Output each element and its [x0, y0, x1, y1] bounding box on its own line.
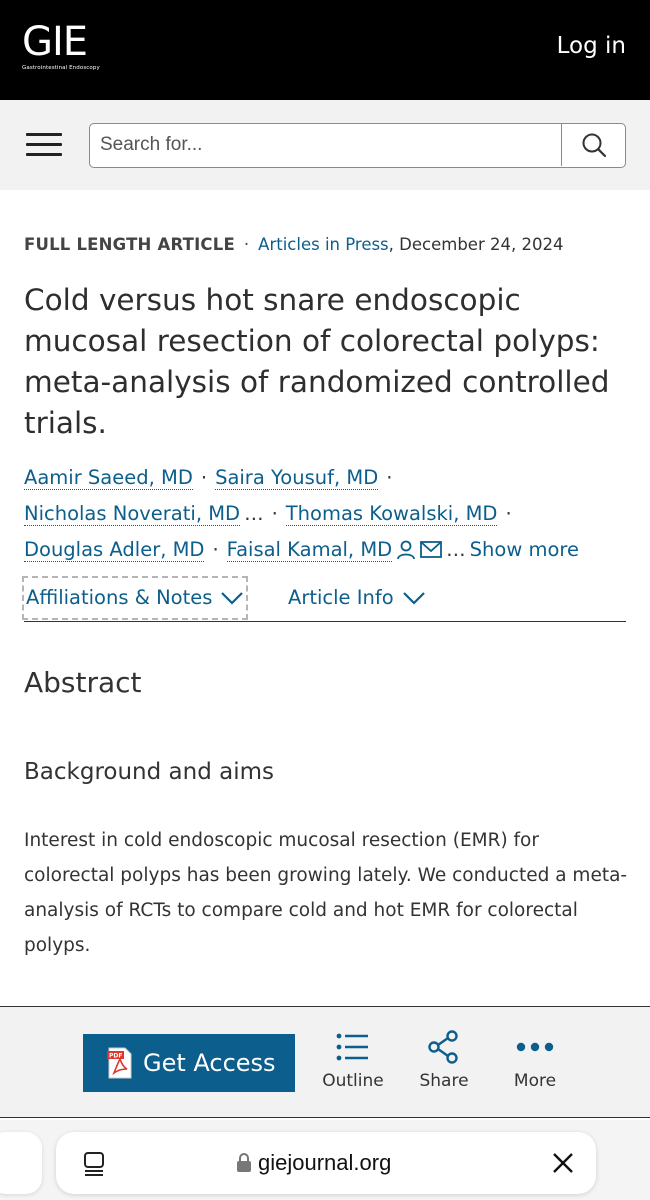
article-meta: [24, 233, 563, 257]
url-display: [236, 1150, 391, 1176]
author-link[interactable]: Nicholas Noverati, MD: [24, 501, 241, 525]
author-ellipsis: …: [244, 502, 264, 525]
url-text: giejournal.org: [258, 1150, 392, 1175]
top-header: [0, 0, 650, 100]
abstract-heading: Abstract: [24, 666, 142, 699]
author-row: Douglas Adler, MD · Faisal Kamal, MD … Show more: [24, 532, 634, 568]
tab-article-info[interactable]: [288, 576, 426, 620]
email-icon[interactable]: [420, 541, 442, 559]
browser-toolbar: [0, 1120, 650, 1200]
author-link[interactable]: Aamir Saeed, MD: [24, 465, 193, 489]
author-link[interactable]: Thomas Kowalski, MD: [285, 501, 498, 525]
outline-icon: [336, 1032, 370, 1062]
lock-icon: [236, 1153, 252, 1173]
more-label: More: [513, 1071, 557, 1091]
chevron-down-icon: [402, 591, 426, 605]
get-access-label: Get Access: [143, 1049, 276, 1077]
author-link[interactable]: Saira Yousuf, MD: [215, 465, 379, 489]
share-icon: [428, 1030, 460, 1064]
article-date: , December 24, 2024: [388, 235, 564, 254]
outline-label: Outline: [322, 1071, 384, 1091]
search-box: [89, 123, 626, 168]
get-access-button[interactable]: [83, 1034, 295, 1092]
share-button[interactable]: [404, 1029, 484, 1091]
article-tabs: [24, 576, 626, 622]
share-label: Share: [419, 1071, 469, 1091]
chevron-down-icon: [220, 591, 244, 605]
search-input[interactable]: [100, 124, 560, 166]
page-menu-icon[interactable]: [82, 1151, 108, 1181]
author-row: Nicholas Noverati, MD … · Thomas Kowalski, MD ·: [24, 496, 634, 532]
background-heading: Background and aims: [24, 759, 274, 785]
search-button[interactable]: [561, 124, 625, 166]
more-button[interactable]: [495, 1029, 575, 1091]
tab-article-info-label: Article Info: [288, 586, 394, 609]
action-bar: [0, 1006, 650, 1118]
outline-button[interactable]: [313, 1029, 393, 1091]
search-row: [0, 100, 650, 190]
person-icon: [396, 539, 416, 561]
more-authors-ellipsis: …: [446, 538, 466, 561]
show-more-link[interactable]: Show more: [469, 538, 579, 561]
author-list: [24, 460, 634, 568]
article-title: Cold versus hot snare endoscopic mucosal resection of colorectal polyps: meta-analysis of randomized controlled trials.: [24, 283, 610, 440]
address-bar[interactable]: [56, 1132, 596, 1194]
svg-text:PDF: PDF: [109, 1052, 123, 1060]
meta-separator: ·: [243, 235, 250, 254]
close-icon[interactable]: [552, 1152, 574, 1178]
background-text: Interest in cold endoscopic mucosal resection (EMR) for colorectal polyps has been growing lately. We conducted a meta-analysis of RCTs to compare cold and hot EMR for colorectal polyps.: [24, 830, 628, 956]
previous-tab-edge[interactable]: [0, 1132, 42, 1194]
logo-text: GIE: [22, 19, 88, 65]
gie-logo[interactable]: [22, 19, 100, 71]
author-row: Aamir Saeed, MD · Saira Yousuf, MD ·: [24, 465, 393, 489]
menu-icon[interactable]: [26, 133, 62, 157]
logo-subtitle: Gastrointestinal Endoscopy: [22, 65, 100, 71]
tab-affiliations[interactable]: [22, 576, 248, 620]
more-icon: [515, 1041, 555, 1053]
tab-affiliations-label: Affiliations & Notes: [26, 586, 213, 609]
article-type: FULL LENGTH ARTICLE: [24, 235, 235, 254]
pdf-icon: [107, 1047, 133, 1079]
search-icon: [581, 132, 607, 158]
author-link[interactable]: Faisal Kamal, MD: [226, 537, 393, 561]
login-link[interactable]: Log in: [556, 33, 626, 59]
author-link[interactable]: Douglas Adler, MD: [24, 537, 205, 561]
articles-in-press-link[interactable]: Articles in Press: [258, 235, 389, 254]
